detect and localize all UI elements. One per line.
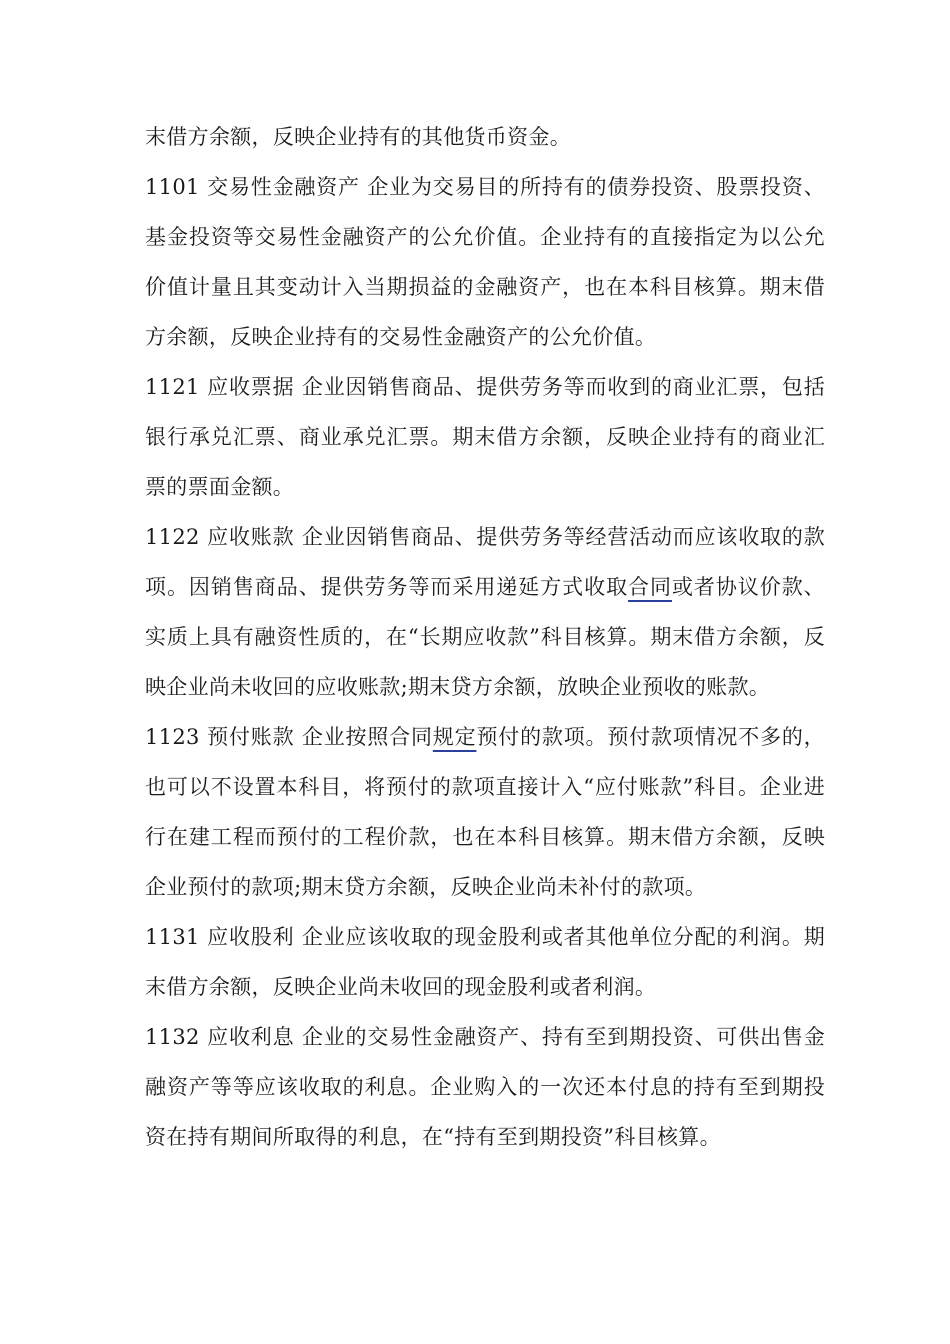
paragraph-text: 预付的款项。预付款项情况不多的，也可以不设置本科目，将预付的款项直接计入“应付账款”科目。企业进行在建工程而预付的工程价款，也在本科目核算。期末借方余额，反映企业预付的款项;期末贷方余额，反映企业尚未补付的款项。 [145, 725, 825, 899]
paragraph-p1101 [145, 162, 825, 362]
paragraph-text: 1122 应收账款 企业因销售商品、提供劳务等经营活动而应该收取的款项。因销售商品、提供劳务等而采用递延方式收取 [145, 525, 825, 599]
paragraph-p1132 [145, 1012, 825, 1162]
paragraph-text: 1123 预付账款 企业按照合同 [145, 725, 433, 749]
paragraph-text: 或者协议价款、实质上具有融资性质的，在“长期应收款”科目核算。期末借方余额，反映企业尚未收回的应收账款;期末贷方余额，放映企业预收的账款。 [145, 575, 825, 699]
paragraph-p1122 [145, 512, 825, 712]
paragraph-p1121 [145, 362, 825, 512]
paragraph-text: 1101 交易性金融资产 企业为交易目的所持有的债券投资、股票投资、基金投资等交易性金融资产的公允价值。企业持有的直接指定为以公允价值计量且其变动计入当期损益的金融资产，也在本科目核算。期末借方余额，反映企业持有的交易性金融资产的公允价值。 [145, 175, 825, 349]
underlined-term: 合同 [628, 575, 672, 599]
paragraph-text: 末借方余额，反映企业持有的其他货币资金。 [145, 125, 571, 149]
paragraph-p1131 [145, 912, 825, 1012]
document-body [145, 112, 825, 1162]
paragraph-text: 1121 应收票据 企业因销售商品、提供劳务等而收到的商业汇票，包括银行承兑汇票、商业承兑汇票。期末借方余额，反映企业持有的商业汇票的票面金额。 [145, 375, 825, 499]
paragraph-text: 1132 应收利息 企业的交易性金融资产、持有至到期投资、可供出售金融资产等等应该收取的利息。企业购入的一次还本付息的持有至到期投资在持有期间所取得的利息，在“持有至到期投资”科目核算。 [145, 1025, 825, 1149]
paragraph-p0 [145, 112, 825, 162]
underlined-term: 规定 [432, 725, 477, 749]
paragraph-p1123 [145, 712, 825, 912]
paragraph-text: 1131 应收股利 企业应该收取的现金股利或者其他单位分配的利润。期末借方余额，反映企业尚未收回的现金股利或者利润。 [145, 925, 825, 999]
